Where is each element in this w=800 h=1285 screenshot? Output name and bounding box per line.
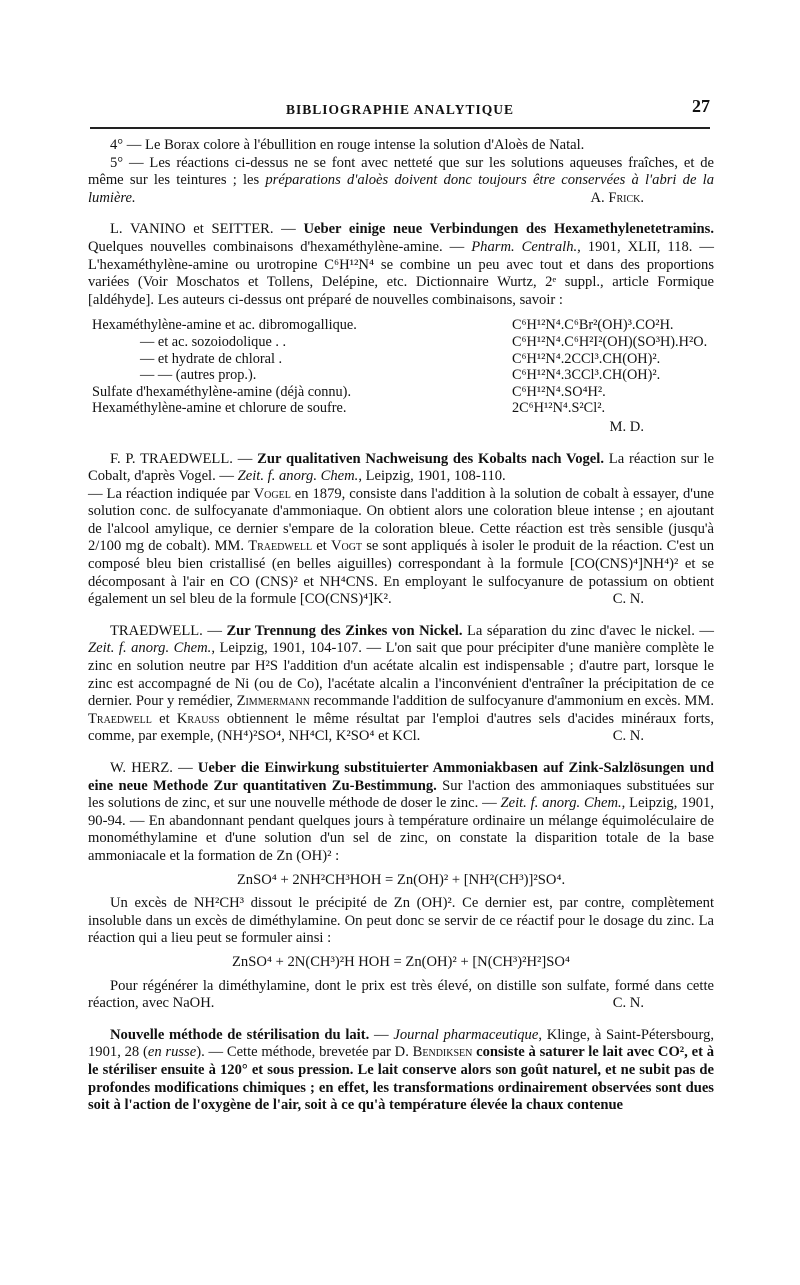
author-vogel: Vogel	[253, 485, 291, 502]
compound-formula: C⁶H¹²N⁴.2CCl³.CH(OH)².	[512, 350, 661, 367]
herz-authors: W. HERZ.	[110, 760, 173, 776]
frick-point-5-text: 5° — Les réactions ci-dessus ne se font avec netteté que sur les solutions aqueuses fraîches, et de même sur les teintures ; les	[88, 154, 714, 189]
herz-signature: C. N.	[612, 995, 644, 1012]
treadwell-cobalt-body-b: en 1879, consiste dans l'addition à la solution de cobalt à essayer, d'une solution conc. de sulfocyanate d'ammoniaque. On obtient alors une coloration bleue intense ; en ajoutant de l'alcool amylique, ce dernier s'empare de la coloration bleue. Cette réaction est très sensible (jusqu'à 2/100 mg de cobalt). MM.	[88, 485, 715, 555]
treadwell-cobalt-dash: —	[232, 450, 258, 467]
compounds-table	[88, 317, 714, 417]
lait-text-2: ). — Cette méthode, brevetée par D.	[196, 1044, 413, 1061]
compound-name: Hexaméthylène-amine et ac. dibromogallique.	[92, 317, 357, 334]
frick-signature: A. Frick.	[590, 189, 644, 206]
vanino-entry	[88, 221, 714, 309]
treadwell-cobalt-entry	[88, 451, 714, 486]
herz-text-1: Sur l'action des ammoniaques substituées sur les solutions de zinc, et sur une nouvelle méthode de doser le zinc. —	[88, 777, 714, 812]
running-head: BIBLIOGRAPHIE ANALYTIQUE	[286, 102, 514, 117]
author-zimmermann: Zimmermann	[236, 693, 310, 710]
vanino-text-1: Quelques nouvelles combinaisons d'hexaméthylène-amine. —	[88, 238, 472, 255]
frick-point-5	[88, 155, 714, 208]
compound-formula: 2C⁶H¹²N⁴.S²Cl².	[512, 400, 606, 417]
compound-formula: C⁶H¹²N⁴.C⁶H²I²(OH)(SO³H).H²O.	[512, 333, 708, 350]
compound-name: Hexaméthylène-amine et chlorure de soufre.	[92, 400, 347, 417]
vanino-dash: —	[273, 221, 304, 238]
vanino-authors: L. VANINO et SEITTER.	[110, 221, 274, 238]
herz-dash: —	[172, 760, 198, 776]
compound-formula: C⁶H¹²N⁴.3CCl³.CH(OH)².	[512, 367, 661, 384]
author-treadwell: Traedwell	[248, 538, 313, 555]
treadwell-zinc-text-1: La séparation du zinc d'avec le nickel. —	[462, 622, 714, 639]
lait-text-3: consiste à saturer le lait avec CO², et à le stériliser ensuite à 120° et sous pression. Le lait conserve alors son goût naturel, et ne subit pas de profondes modifications chimiques ; en effet, les transformations ordinairement observées sont dues soit à l'action de l'oxygène de l'air, soit à ce qu'à température élevée la chaux contenue	[88, 1044, 714, 1114]
herz-paragraph-3-text: Pour régénérer la diméthylamine, dont le prix est très élevé, on distille son sulfate, formé dans cette réaction, avec NaOH.	[88, 977, 714, 1012]
treadwell-zinc-text-2: , Leipzig, 1901, 104-107. — L'on sait que pour précipiter d'une manière complète le zinc en solution neutre par H²S l'addition d'un acétate alcalin est indispensable ; d'autre part, lorsque le zinc est accompagné de Ni (ou de Co), l'acétate alcalin a l'inconvénient d'entraîner la précipitation de ce dernier. Pour y remédier,	[88, 640, 714, 710]
treadwell-cobalt-authors: F. P. TRAEDWELL.	[110, 450, 233, 467]
page-number: 27	[692, 96, 710, 116]
treadwell-cobalt-signature: C. N.	[612, 591, 644, 608]
frick-point-5-italic: préparations d'aloès doivent donc toujours être conservées à l'abri de la lumière.	[88, 172, 714, 206]
herz-entry	[88, 760, 714, 866]
treadwell-cobalt-title: Zur qualitativen Nachweisung des Kobalts nach Vogel.	[257, 450, 604, 467]
treadwell-cobalt-text-1: La réaction sur le Cobalt, d'après Vogel. —	[88, 450, 714, 485]
article-body	[88, 137, 714, 1115]
compound-row	[88, 367, 714, 384]
treadwell-cobalt-body	[88, 486, 714, 609]
treadwell-zinc-text-5: obtiennent le même résultat par l'emploi d'autres sels d'acides minéraux forts, comme, par exemple, (NH⁴)²SO⁴, NH⁴Cl, K²SO⁴ et KCl.	[88, 710, 714, 745]
compound-name: Sulfate d'hexaméthylène-amine (déjà connu).	[92, 383, 352, 400]
compound-name: — — (autres prop.).	[140, 367, 257, 384]
lait-text-1: , Klinge, à Saint-Pétersbourg, 1901, 28 (	[88, 1026, 715, 1061]
treadwell-cobalt-body-d: se sont appliqués à isoler le produit de la réaction. C'est un composé bleu bien cristallisé (en belles aiguilles) correspondant à la formule [CO(CNS)⁴]NH⁴)² et se décomposant à l'air en CO (CNS)² et NH⁴CNS. En employant le sulfocyanure de potassium on obtient également un sel bleu de la formule [CO(CNS)⁴]K².	[88, 538, 714, 608]
author-krauss: Krauss	[176, 710, 220, 727]
treadwell-zinc-authors: TRAEDWELL.	[110, 622, 203, 639]
treadwell-cobalt-journal: Zeit. f. anorg. Chem.	[237, 468, 359, 485]
author-treadwell: Traedwell	[88, 710, 152, 727]
herz-title: Ueber die Einwirkung substituierter Ammoniakbasen auf Zink-Salzlösungen und eine neue Methode Zur quantitativen Zu-Bestimmung.	[88, 760, 715, 794]
compound-row	[88, 317, 714, 334]
compound-formula: C⁶H¹²N⁴.C⁶Br²(OH)³.CO²H.	[512, 317, 674, 334]
herz-equation-2: ZnSO⁴ + 2N(CH³)²H HOH = Zn(OH)² + [N(CH³)²H²]SO⁴	[232, 953, 570, 970]
page-header	[90, 96, 710, 126]
treadwell-cobalt-body-c: et	[312, 538, 331, 555]
compound-row	[88, 334, 714, 351]
compound-name: — et ac. sozoiodolique . .	[140, 333, 287, 350]
treadwell-zinc-text-4: et	[151, 710, 177, 727]
herz-paragraph-2: Un excès de NH²CH³ dissout le précipité de Zn (OH)². Ce dernier est, par contre, complètement insoluble dans un excès de diméthylamine. On peut donc se servir de ce réactif pour le dosage du zinc. La réaction qui a lieu peut se formuler ainsi :	[88, 895, 714, 947]
vanino-title: Ueber einige neue Verbindungen des Hexamethylenetetramins.	[303, 221, 715, 238]
vanino-journal: Pharm. Centralh.	[471, 238, 578, 255]
vanino-signature: M. D.	[609, 418, 644, 435]
compound-row	[88, 400, 714, 417]
lait-entry	[88, 1027, 714, 1115]
treadwell-zinc-entry	[88, 623, 714, 746]
compound-row	[88, 384, 714, 401]
lait-dash: —	[369, 1026, 394, 1043]
treadwell-cobalt-body-a: — La réaction indiquée par	[88, 485, 254, 502]
lait-title: Nouvelle méthode de stérilisation du lait.	[110, 1026, 370, 1043]
treadwell-cobalt-text-2: , Leipzig, 1901, 108-110.	[358, 468, 506, 485]
treadwell-zinc-title: Zur Trennung des Zinkes von Nickel.	[226, 622, 463, 639]
frick-point-4: 4° — Le Borax colore à l'ébullition en rouge intense la solution d'Aloès de Natal.	[110, 137, 585, 153]
lait-journal: Journal pharmaceutique	[393, 1026, 539, 1043]
herz-text-2: , Leipzig, 1901, 90-94. — En abandonnant pendant quelques jours à température ordinaire un mélange équimoléculaire de monométhylamine et d'une solution d'un sel de zinc, on constate la disparition totale de la base ammoniacale et la formation de Zn (OH)² :	[88, 795, 714, 864]
vanino-text-2: , 1901, XLII, 118. — L'hexaméthylène-amine ou urotropine C⁶H¹²N⁴ se combine un peu avec tout et dans des proportions variées (Voir Moschatos et Tollens, Delépine, etc. Dictionnaire Wurtz, 2ᵉ suppl., article Formique [aldéhyde]. Les auteurs ci-dessus ont préparé de nouvelles combinaisons, savoir :	[88, 238, 714, 308]
treadwell-zinc-dash: —	[202, 622, 227, 639]
header-rule	[90, 127, 710, 129]
treadwell-zinc-signature: C. N.	[612, 728, 644, 745]
compound-row	[88, 351, 714, 368]
herz-equation-1: ZnSO⁴ + 2NH²CH³HOH = Zn(OH)² + [NH²(CH³)]²SO⁴.	[236, 871, 566, 888]
herz-journal: Zeit. f. anorg. Chem.	[500, 795, 622, 812]
lait-language: en russe	[147, 1044, 197, 1061]
treadwell-zinc-journal: Zeit. f. anorg. Chem.	[88, 640, 212, 657]
author-bendiksen: Bendiksen	[412, 1044, 473, 1061]
compound-formula: C⁶H¹²N⁴.SO⁴H².	[512, 383, 606, 400]
author-vogt: Vogt	[330, 538, 363, 555]
compound-name: — et hydrate de chloral .	[140, 350, 283, 367]
treadwell-zinc-text-3: recommande l'addition de sulfocyanure d'ammonium en excès. MM.	[309, 693, 715, 710]
herz-paragraph-3	[88, 978, 714, 1013]
